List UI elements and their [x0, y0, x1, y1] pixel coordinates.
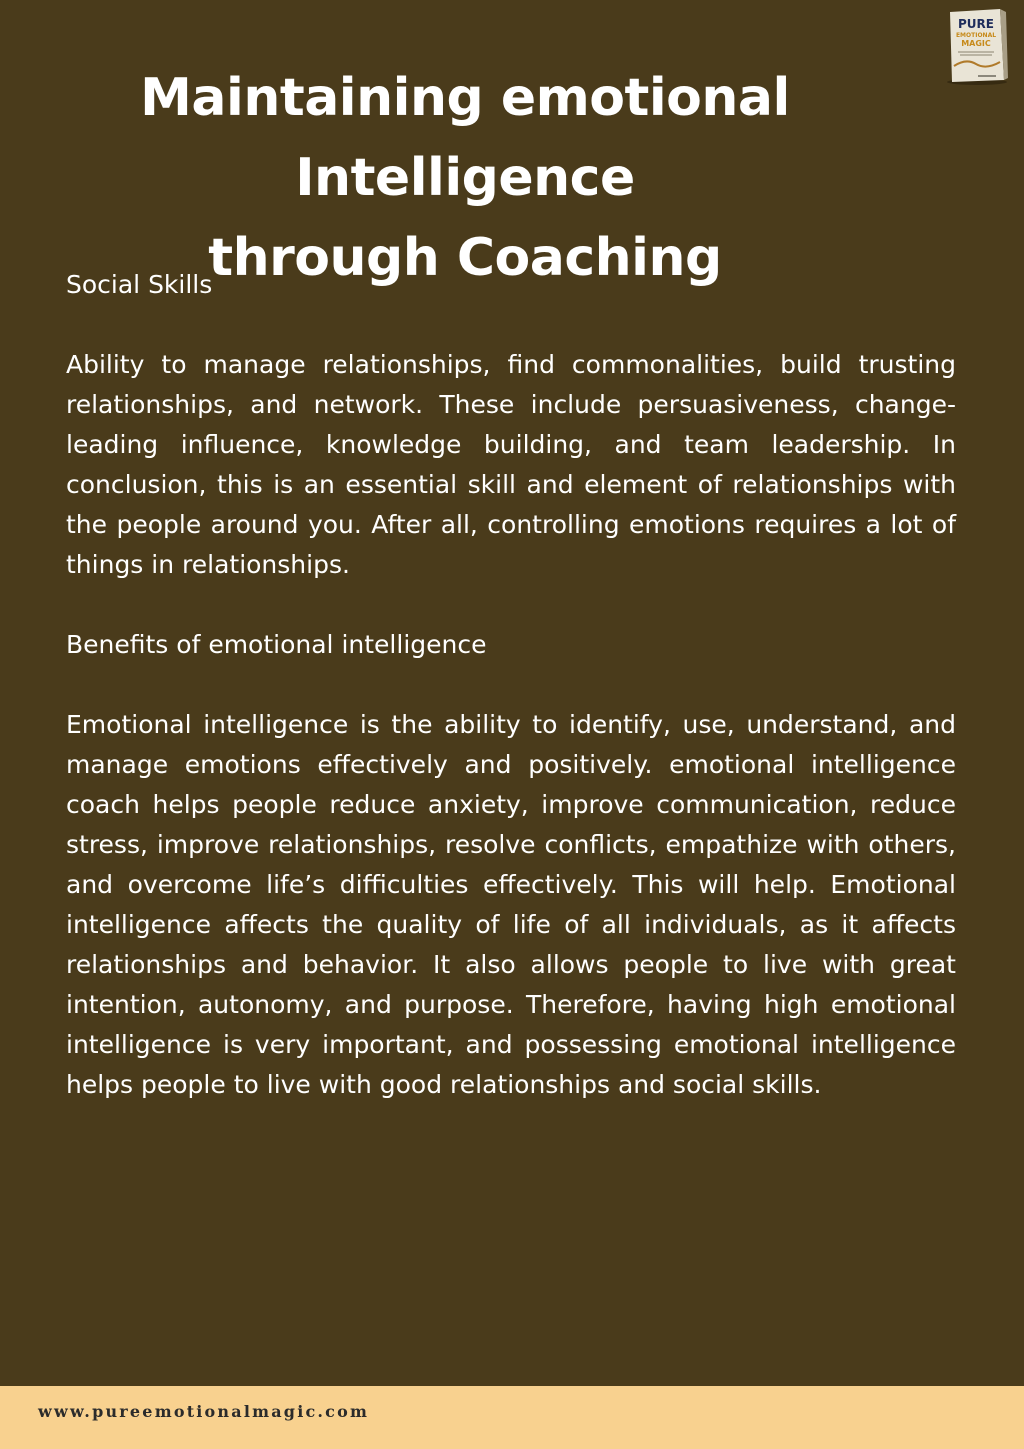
book-logo-text-2: EMOTIONAL	[955, 32, 997, 39]
section-body-social-skills: Ability to manage relationships, find commonalities, build trusting relationships, and network. These include persuasiveness, change-leading influence, knowledge building, and team leadership. In conclusion, this is an essential skill and element of relationships with the people around you. After all, controlling emotions requires a lot of things in relationships.	[66, 350, 956, 579]
page-title	[0, 58, 930, 298]
book-cover-icon	[944, 6, 1010, 86]
page-title-line2: through Coaching	[208, 228, 722, 288]
footer-website-link[interactable]: www.pureemotionalmagic.com	[38, 1402, 370, 1421]
footer-band	[0, 1386, 1024, 1449]
section-heading-benefits: Benefits of emotional intelligence	[66, 630, 487, 659]
book-logo-text-3: MAGIC	[961, 39, 991, 48]
section-heading-social-skills: Social Skills	[66, 270, 213, 299]
article-content	[66, 265, 956, 1145]
page-title-line1: Maintaining emotional Intelligence	[140, 68, 790, 208]
book-logo-text-1: PURE	[958, 17, 994, 31]
section-body-benefits: Emotional intelligence is the ability to identify, use, understand, and manage emotions effectively and positively. emotional intelligence coach helps people reduce anxiety, improve communication, reduce stress, improve relationships, resolve conflicts, empathize with others, and overcome life’s difficulties effectively. This will help. Emotional intelligence affects the quality of life of all individuals, as it affects relationships and behavior. It also allows people to live with great intention, autonomy, and purpose. Therefore, having high emotional intelligence is very important, and possessing emotional intelligence helps people to live with good relationships and social skills.	[66, 710, 956, 1099]
